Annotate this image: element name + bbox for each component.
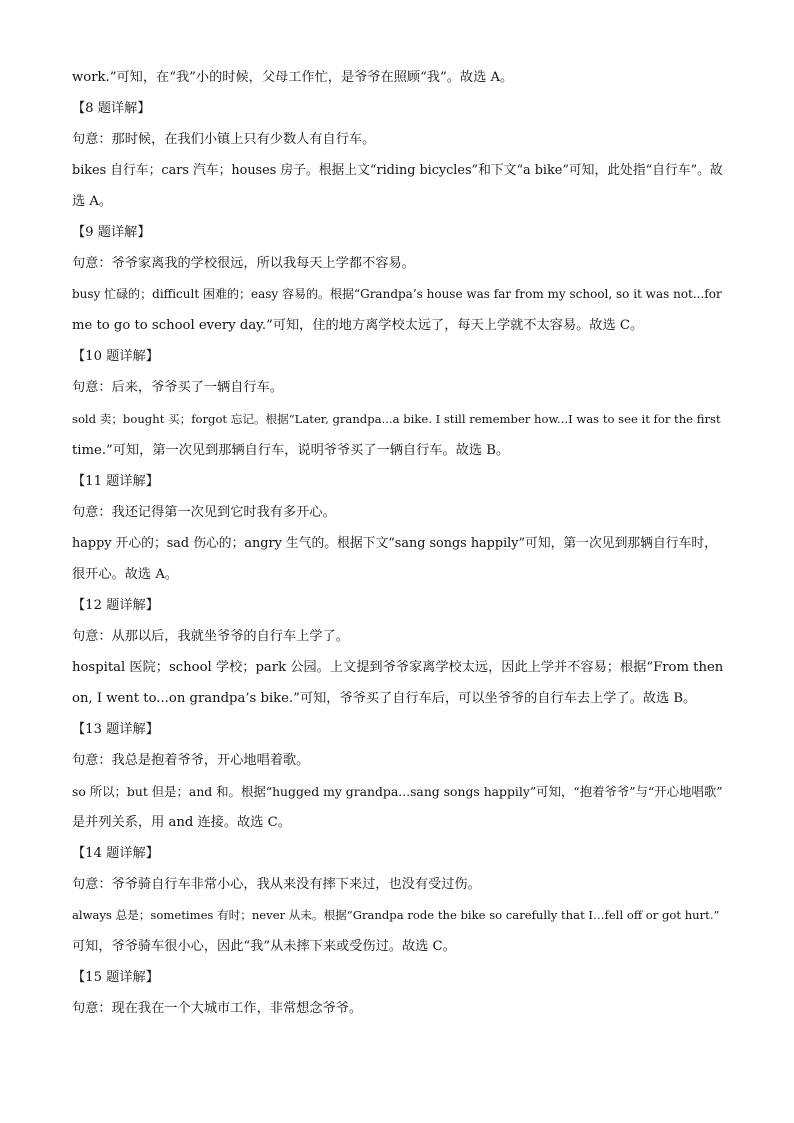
question-heading-8: 【8 题详解】	[72, 101, 151, 117]
text-line: bikes 自行车；cars 汽车；houses 房子。根据上文“riding bicycles”和下文“a bike”可知，此处指“自行车”。故	[72, 163, 723, 179]
question-heading-12: 【12 题详解】	[72, 597, 159, 613]
question-heading-11: 【11 题详解】	[72, 473, 159, 489]
question-heading-14: 【14 题详解】	[72, 846, 159, 862]
text-line: 可知，爷爷骑车很小心，因此“我”从未摔下来或受伤过。故选 C。	[72, 939, 456, 955]
text-line: 句意：从那以后，我就坐爷爷的自行车上学了。	[72, 628, 349, 644]
text-line: 句意：那时候，在我们小镇上只有少数人有自行车。	[72, 132, 376, 148]
text-line: work.”可知，在“我”小的时候，父母工作忙，是爷爷在照顾“我”。故选 A。	[72, 70, 514, 85]
text-line: always 总是；sometimes 有时；never 从未。根据“Grandpa rode the bike so carefully that I…fell off or got hurt.”	[72, 908, 720, 923]
text-line: 是并列关系，用 and 连接。故选 C。	[72, 815, 291, 831]
text-line: 句意：现在我在一个大城市工作，非常想念爷爷。	[72, 1001, 363, 1017]
text-line: 句意：我总是抱着爷爷，开心地唱着歌。	[72, 753, 310, 769]
text-line: 句意：我还记得第一次见到它时我有多开心。	[72, 504, 336, 520]
text-line: 句意：后来，爷爷买了一辆自行车。	[72, 380, 283, 396]
text-line: 选 A。	[72, 194, 113, 210]
document-page	[72, 62, 724, 1024]
text-line: so 所以；but 但是；and 和。根据“hugged my grandpa...sang songs happily”可知，“抱着爷爷”与“开心地唱歌”	[72, 784, 723, 800]
text-line: happy 开心的；sad 伤心的；angry 生气的。根据下文“sang songs happily”可知，第一次见到那辆自行车时，	[72, 535, 717, 551]
text-line: 很开心。故选 A。	[72, 566, 179, 582]
question-heading-15: 【15 题详解】	[72, 970, 159, 986]
question-heading-9: 【9 题详解】	[72, 225, 151, 241]
text-line: me to go to school every day.”可知，住的地方离学校太远了，每天上学就不太容易。故选 C。	[72, 318, 644, 334]
text-line: 句意：爷爷骑自行车非常小心，我从来没有摔下来过，也没有受过伤。	[72, 877, 481, 893]
text-line: 句意：爷爷家离我的学校很远，所以我每天上学都不容易。	[72, 256, 415, 272]
text-line: sold 卖；bought 买；forgot 忘记。根据“Later, grandpa...a bike. I still remember how...I was to see it for the first	[72, 411, 721, 426]
text-line: on, I went to...on grandpa’s bike.”可知，爷爷买了自行车后，可以坐爷爷的自行车去上学了。故选 B。	[72, 690, 697, 706]
text-line: hospital 医院；school 学校；park 公园。上文提到爷爷家离学校太远，因此上学并不容易；根据“From then	[72, 659, 724, 675]
text-line: time.”可知，第一次见到那辆自行车，说明爷爷买了一辆自行车。故选 B。	[72, 442, 510, 458]
text-line: busy 忙碌的；difficult 困难的；easy 容易的。根据“Grandpa’s house was far from my school, so it was not...for	[72, 287, 722, 302]
question-heading-10: 【10 题详解】	[72, 349, 159, 365]
question-heading-13: 【13 题详解】	[72, 721, 159, 737]
